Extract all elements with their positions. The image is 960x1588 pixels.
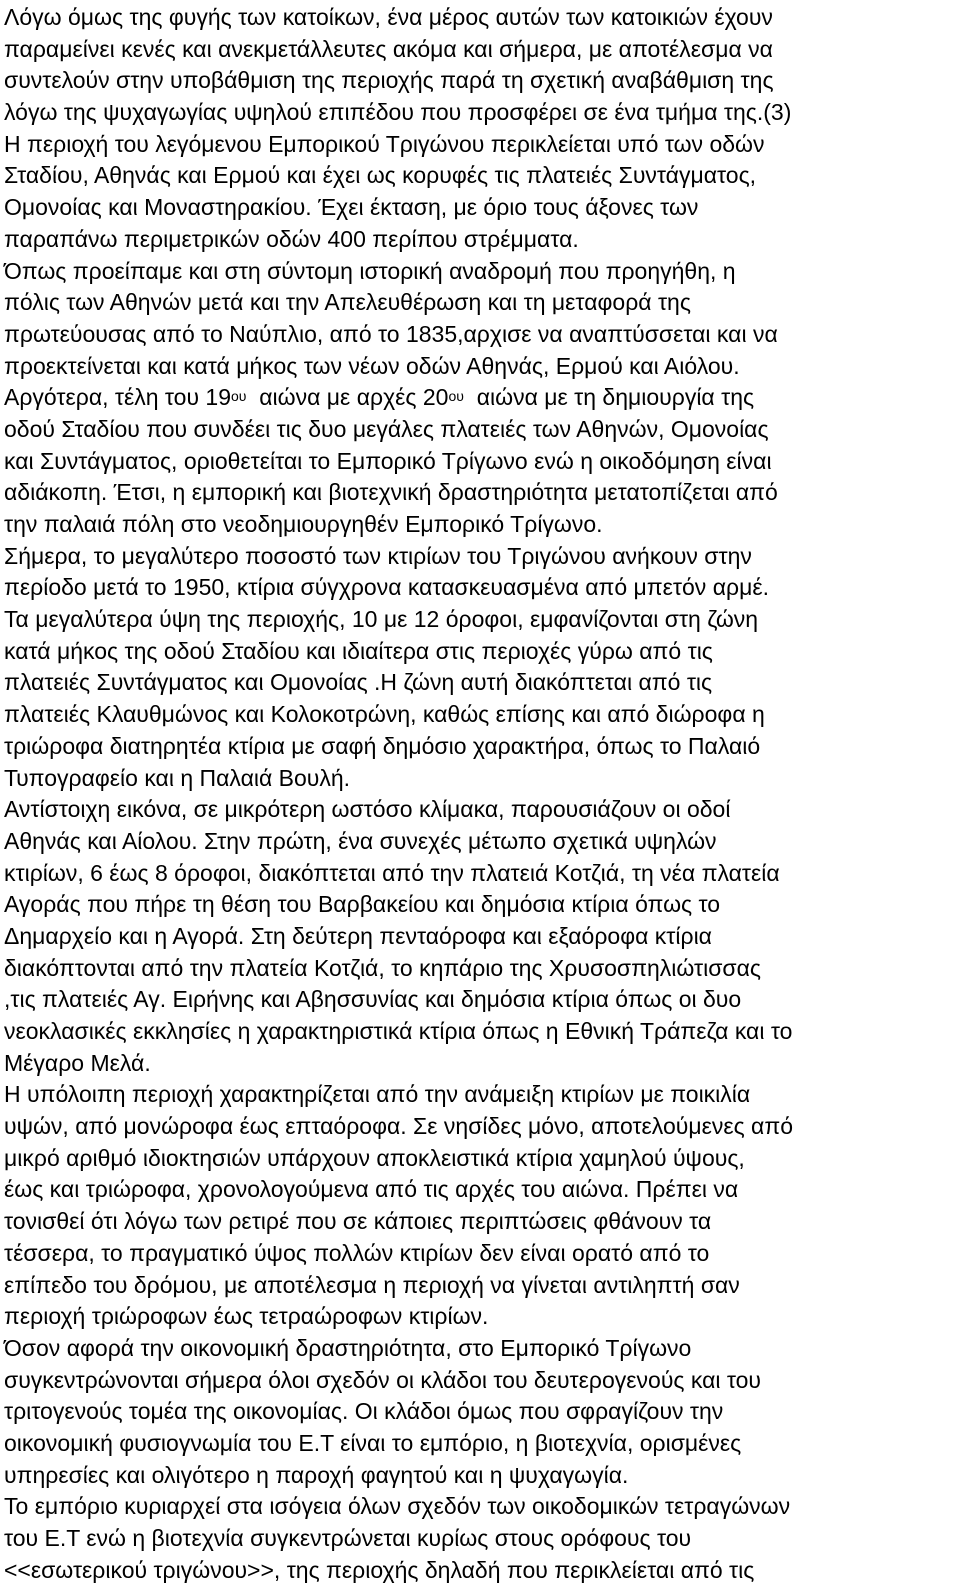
text-line: περιοχή τριώροφων έως τετραώροφων κτιρίων. bbox=[4, 1303, 489, 1330]
text-line: Τυπογραφείο και η Παλαιά Βουλή. bbox=[4, 764, 351, 791]
text-line: συντελούν στην υποβάθμιση της περιοχής παρά τη σχετική αναβάθμιση της bbox=[4, 67, 774, 94]
text-fragment: Αργότερα, τέλη του 19 bbox=[4, 384, 232, 411]
text-line: λόγω της ψυχαγωγίας υψηλού επιπέδου που προσφέρει σε ένα τμήμα της.(3) bbox=[4, 99, 792, 126]
text-line: Όπως προείπαμε και στη σύντομη ιστορική αναδρομή που προηγήθη, η bbox=[4, 257, 736, 284]
text-line: Ομονοίας και Μοναστηρακίου. Έχει έκταση, με όριο τους άξονες των bbox=[4, 194, 699, 221]
text-line: Το εμπόριο κυριαρχεί στα ισόγεια όλων σχεδόν των οικοδομικών τετραγώνων bbox=[4, 1493, 791, 1520]
text-line: υπηρεσίες και ολιγότερο η παροχή φαγητού και η ψυχαγωγία. bbox=[4, 1461, 629, 1488]
text-line: επίπεδο του δρόμου, με αποτέλεσμα η περιοχή να γίνεται αντιληπτή σαν bbox=[4, 1271, 740, 1298]
text-line: οικονομική φυσιογνωμία του Ε.Τ είναι το εμπόριο, η βιοτεχνία, ορισμένες bbox=[4, 1429, 742, 1456]
text-fragment: αιώνα με αρχές 20 bbox=[246, 384, 449, 411]
text-line: πόλις των Αθηνών μετά και την Απελευθέρωση και τη μεταφορά της bbox=[4, 289, 691, 316]
text-line: υψών, από μονώροφα έως επταόροφα. Σε νησίδες μόνο, αποτελούμενες από bbox=[4, 1113, 794, 1140]
text-line: Η υπόλοιπη περιοχή χαρακτηρίζεται από την ανάμειξη κτιρίων με ποικιλία bbox=[4, 1081, 751, 1108]
text-line: πλατειές Συντάγματος και Ομονοίας .Η ζώνη αυτή διακόπτεται από τις bbox=[4, 669, 713, 696]
text-line: Σήμερα, το μεγαλύτερο ποσοστό των κτιρίων του Τριγώνου ανήκουν στην bbox=[4, 542, 752, 569]
text-line: αδιάκοπη. Έτσι, η εμπορική και βιοτεχνική δραστηριότητα μετατοπίζεται από bbox=[4, 479, 778, 506]
text-line-with-superscript bbox=[4, 382, 956, 414]
text-line: πλατειές Κλαυθμώνος και Κολοκοτρώνη, καθώς επίσης και από διώροφα η bbox=[4, 701, 765, 728]
text-line: Η περιοχή του λεγόμενου Εμπορικού Τριγώνου περικλείεται υπό των οδών bbox=[4, 130, 765, 157]
superscript: ου bbox=[448, 388, 464, 405]
text-line: τριτογενούς τομέα της οικονομίας. Οι κλάδοι όμως που σφραγίζουν την bbox=[4, 1398, 724, 1425]
text-line: προεκτείνεται και κατά μήκος των νέων οδών Αθηνάς, Ερμού και Αιόλου. bbox=[4, 352, 740, 379]
text-line: κατά μήκος της οδού Σταδίου και ιδιαίτερα στις περιοχές γύρω από τις bbox=[4, 637, 713, 664]
text-line: παραπάνω περιμετρικών οδών 400 περίπου στρέμματα. bbox=[4, 225, 579, 252]
document-page bbox=[4, 2, 956, 1586]
text-fragment: αιώνα με τη δημιουργία της bbox=[463, 384, 755, 411]
text-line: οδού Σταδίου που συνδέει τις δυο μεγάλες πλατειές των Αθηνών, Ομονοίας bbox=[4, 415, 769, 442]
text-line: κτιρίων, 6 έως 8 όροφοι, διακόπτεται από την πλατειά Κοτζιά, τη νέα πλατεία bbox=[4, 859, 780, 886]
text-line: νεοκλασικές εκκλησίες η χαρακτηριστικά κτίρια όπως η Εθνική Τράπεζα και το bbox=[4, 1018, 793, 1044]
text-line: Δημαρχείο και η Αγορά. Στη δεύτερη πενταόροφα και εξαόροφα κτίρια bbox=[4, 922, 712, 949]
superscript: ου bbox=[231, 388, 247, 405]
text-line: έως και τριώροφα, χρονολογούμενα από τις αρχές του αιώνα. Πρέπει να bbox=[4, 1176, 739, 1203]
text-line: ,τις πλατειές Αγ. Ειρήνης και Αβησσυνίας και δημόσια κτίρια όπως οι δυο bbox=[4, 986, 742, 1013]
text-line: περίοδο μετά το 1950, κτίρια σύγχρονα κατασκευασμένα από μπετόν αρμέ. bbox=[4, 574, 769, 601]
text-line: Τα μεγαλύτερα ύψη της περιοχής, 10 με 12 όροφοι, εμφανίζονται στη ζώνη bbox=[4, 606, 759, 633]
text-line: παραμείνει κενές και ανεκμετάλλευτες ακόμα και σήμερα, με αποτέλεσμα να bbox=[4, 35, 773, 62]
text-line: τριώροφα διατηρητέα κτίρια με σαφή δημόσιο χαρακτήρα, όπως το Παλαιό bbox=[4, 732, 761, 759]
text-line: Αθηνάς και Αίολου. Στην πρώτη, ένα συνεχές μέτωπο σχετικά υψηλών bbox=[4, 827, 717, 854]
text-line: Μέγαρο Μελά. bbox=[4, 1049, 151, 1076]
text-line: την παλαιά πόλη στο νεοδημιουργηθέν Εμπορικό Τρίγωνο. bbox=[4, 511, 603, 537]
text-line: συγκεντρώνονται σήμερα όλοι σχεδόν οι κλάδοι του δευτερογενούς και του bbox=[4, 1366, 762, 1393]
text-line: και Συντάγματος, οριοθετείται το Εμπορικό Τρίγωνο ενώ η οικοδόμηση είναι bbox=[4, 447, 772, 474]
text-line: Σταδίου, Αθηνάς και Ερμού και έχει ως κορυφές τις πλατειές Συντάγματος, bbox=[4, 162, 757, 189]
text-line: Όσον αφορά την οικονομική δραστηριότητα, στο Εμπορικό Τρίγωνο bbox=[4, 1334, 692, 1361]
text-line: πρωτεύουσας από το Ναύπλιο, από το 1835,αρχισε να αναπτύσσεται και να bbox=[4, 320, 778, 347]
text-line: Λόγω όμως της φυγής των κατοίκων, ένα μέρος αυτών των κατοικιών έχουν bbox=[4, 4, 773, 30]
text-line: μικρό αριθμό ιδιοκτησιών υπάρχουν αποκλειστικά κτίρια χαμηλού ύψους, bbox=[4, 1144, 745, 1171]
text-line: τέσσερα, το πραγματικό ύψος πολλών κτιρίων δεν είναι ορατό από το bbox=[4, 1239, 710, 1266]
text-line: <<εσωτερικού τριγώνου>>, της περιοχής δηλαδή που περικλείεται από τις bbox=[4, 1556, 755, 1583]
text-line: διακόπτονται από την πλατεία Κοτζιά, το κηπάριο της Χρυσοσπηλιώτισσας bbox=[4, 954, 761, 981]
text-line: του Ε.Τ ενώ η βιοτεχνία συγκεντρώνεται κυρίως στους ορόφους του bbox=[4, 1525, 692, 1551]
text-line: τονισθεί ότι λόγω των ρετιρέ που σε κάποιες περιπτώσεις φθάνουν τα bbox=[4, 1208, 712, 1235]
text-line: Αγοράς που πήρε τη θέση του Βαρβακείου και δημόσια κτίρια όπως το bbox=[4, 891, 721, 918]
text-line: Αντίστοιχη εικόνα, σε μικρότερη ωστόσο κλίμακα, παρουσιάζουν οι οδοί bbox=[4, 796, 731, 823]
